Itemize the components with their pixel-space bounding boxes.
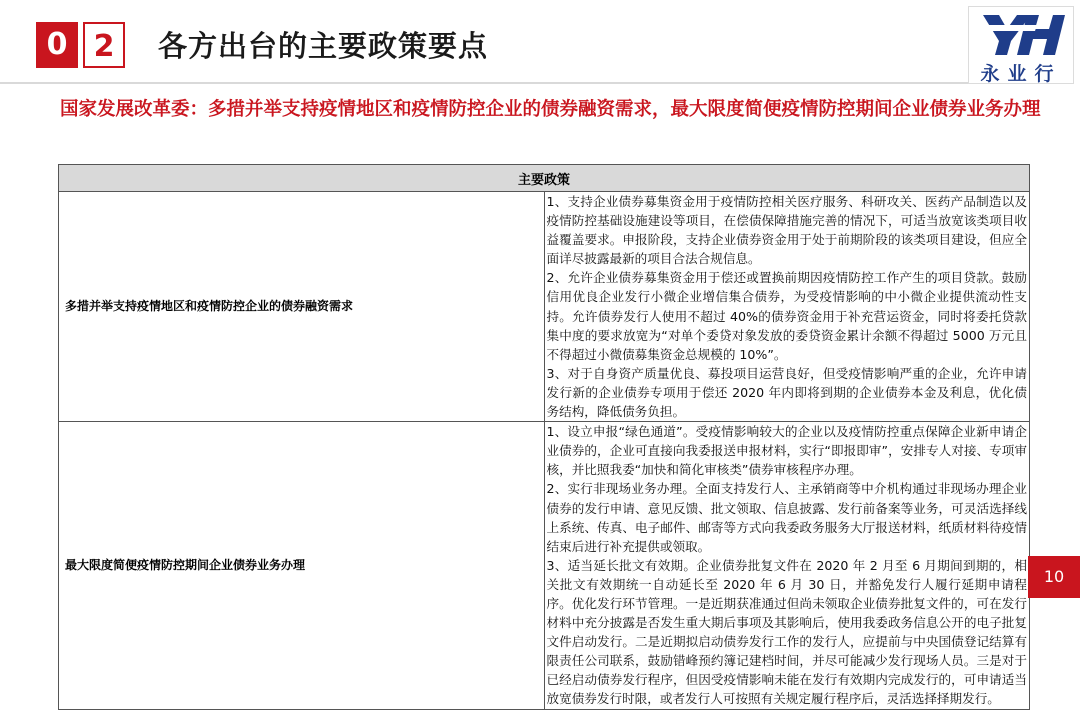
row-label: 最大限度简便疫情防控期间企业债券业务办理 [59,422,545,709]
policy-item: 3、适当延长批文有效期。企业债券批复文件在 2020 年 2 月至 6 月期间到期的，相关批文有效期统一自动延长至 2020 年 6 月 30 日，并豁免发行人履行延期申请程序。优化发行环节管理。一是近期获准通过但尚未领取企业债券批复文件的，可在发行材料中充分披露是否发生重大期后事项及其影响后，使用我委政务信息公开的电子批复文件启动发行。二是近期拟启动债券发行工作的发行人，应提前与中央国债登记结算有限责任公司联系，鼓励错峰预约簿记建档时间，并尽可能减少发行现场人员。三是对于已经启动债券发行程序，但因受疫情影响未能在发行有效期内完成发行的，可申请适当放宽债券发行时限，或者发行人可按照有关规定履行程序后，灵活选择择期发行。 [546,557,1027,707]
policy-table [58,164,1030,710]
company-logo [968,6,1074,84]
table-row [59,192,1030,422]
row-label: 多措并举支持疫情地区和疫情防控企业的债券融资需求 [59,192,545,422]
subtitle: 国家发展改革委：多措并举支持疫情地区和疫情防控企业的债券融资需求，最大限度简便疫情防控期间企业债券业务办理 [60,99,1041,120]
table-header-row [59,165,1030,192]
section-number-digit-1: 0 [36,22,78,68]
row-body [544,192,1030,422]
section-number-digit-2: 2 [83,22,125,68]
page-number: 10 [1028,556,1080,598]
logo-text: 永业行 [980,63,1062,85]
page-title: 各方出台的主要政策要点 [158,29,489,63]
table-header: 主要政策 [59,165,1030,192]
policy-item: 2、实行非现场业务办理。全面支持发行人、主承销商等中介机构通过非现场办理企业债券的发行申请、意见反馈、批文领取、信息披露、发行前备案等业务，可灵活选择线上系统、传真、电子邮件、邮寄等方式向我委政务服务大厅报送材料，纸质材料待疫情结束后进行补充提供或领取。 [546,481,1027,554]
yyh-logo-icon [977,11,1065,57]
policy-item: 3、对于自身资产质量优良、募投项目运营良好，但受疫情影响严重的企业，允许申请发行新的企业债券专项用于偿还 2020 年内即将到期的企业债券本金及利息，优化债务结构，降低债务负担。 [546,365,1027,420]
policy-item: 2、允许企业债券募集资金用于偿还或置换前期因疫情防控工作产生的项目贷款。鼓励信用优良企业发行小微企业增信集合债券，为受疫情影响的中小微企业提供流动性支持。允许债券发行人使用不超过 40%的债券资金用于补充营运资金，同时将委托贷款集中度的要求放宽为“对单个委贷对象发放的委贷资金累计余额不得超过 5000 万元且不得超过小微债募集资金总规模的 10%”。 [546,270,1027,362]
policy-item: 1、支持企业债券募集资金用于疫情防控相关医疗服务、科研攻关、医药产品制造以及疫情防控基础设施建设等项目，在偿债保障措施完善的情况下，可适当放宽该类项目收益覆盖要求。申报阶段，支持企业债券资金用于处于前期阶段的该类项目建设，但应全面详尽披露最新的项目合法合规信息。 [546,194,1027,267]
table-row [59,422,1030,709]
policy-item: 1、设立申报“绿色通道”。受疫情影响较大的企业以及疫情防控重点保障企业新申请企业债券的，企业可直接向我委报送申报材料，实行“即报即审”，安排专人对接、专项审核，并比照我委“加快和简化审核类”债券审核程序办理。 [546,424,1027,478]
row-body [544,422,1030,709]
